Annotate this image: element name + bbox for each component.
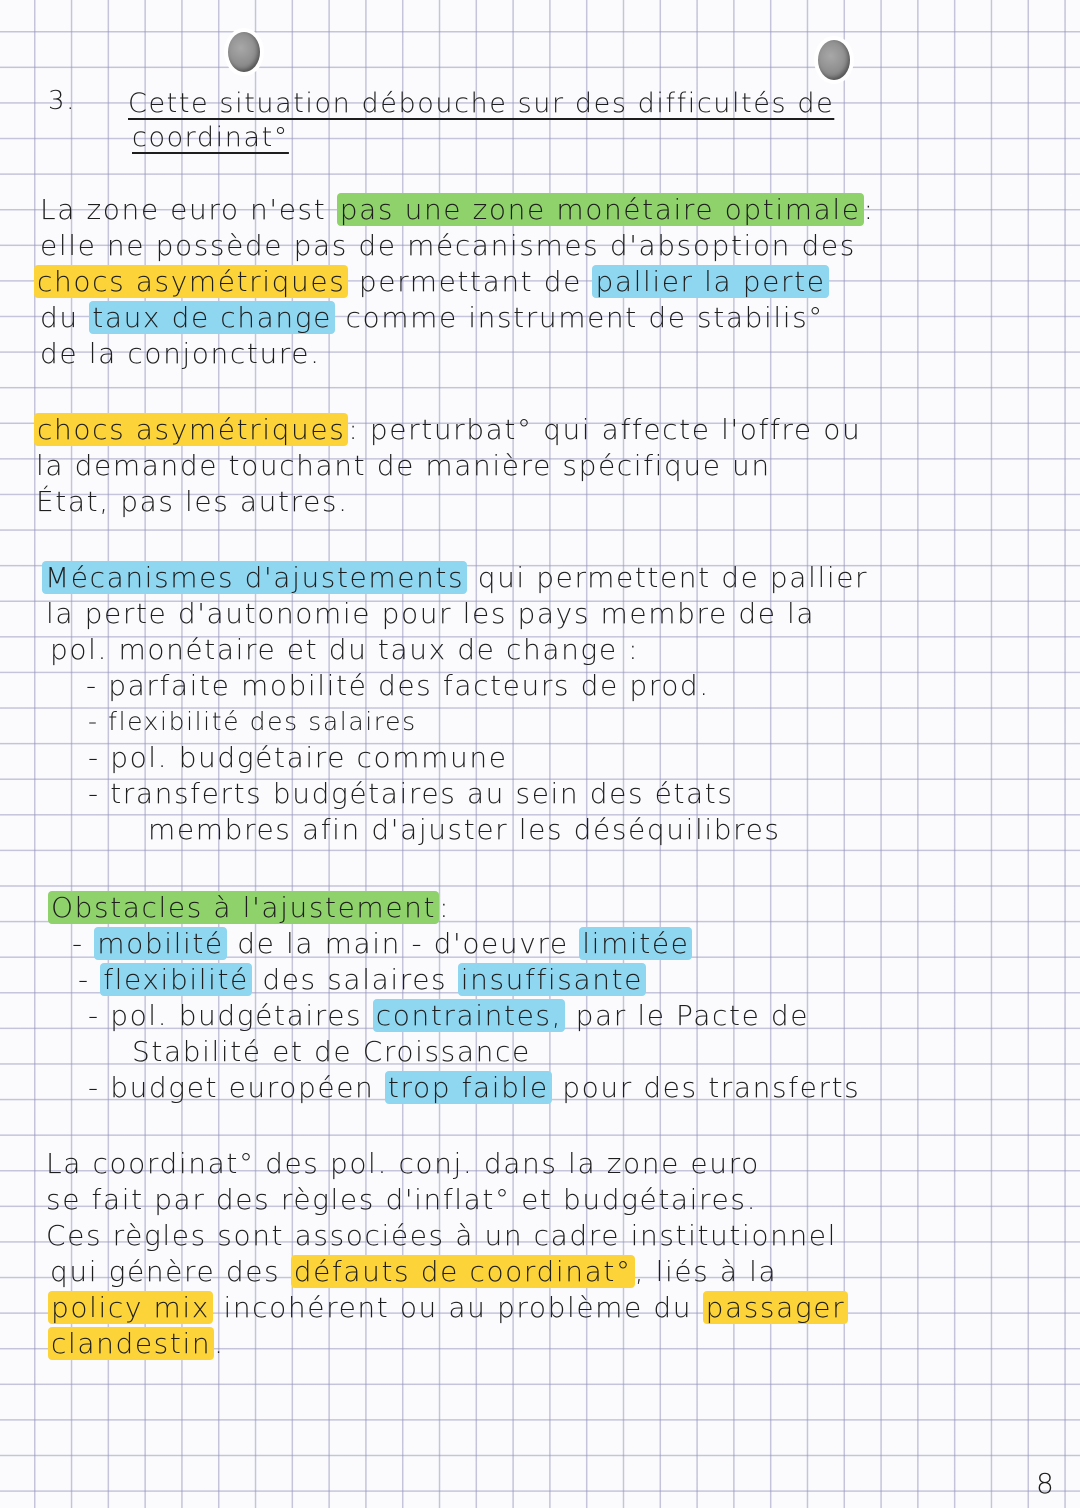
highlight-yellow: passager <box>703 1291 849 1324</box>
section-title-line2: coordinat° <box>132 122 289 153</box>
highlight-yellow: défauts de coordinat° <box>291 1255 635 1288</box>
punch-hole-left <box>228 32 260 72</box>
highlight-blue: taux de change <box>89 301 335 334</box>
mechanisms-item-1: - parfaite mobilité des facteurs de prod. <box>86 669 710 702</box>
definition-line1: chocs asymétriques : perturbat° qui affecte l'offre ou <box>34 412 861 448</box>
definition-line3: État, pas les autres. <box>36 485 349 518</box>
conclusion-line5: policy mix incohérent ou au problème du passager <box>48 1290 848 1326</box>
para1-line3: chocs asymétriques permettant de pallier la perte <box>34 264 829 300</box>
para1-line4: du taux de change comme instrument de stabilis° <box>40 301 824 334</box>
highlight-blue: mobilité <box>94 927 227 960</box>
mechanisms-line2: la perte d'autonomie pour les pays membre de la <box>46 597 816 630</box>
highlight-blue: contraintes, <box>373 999 565 1032</box>
conclusion-line3: Ces règles sont associées à un cadre institutionnel <box>46 1219 837 1252</box>
conclusion-line4: qui génère des défauts de coordinat° , liés à la <box>50 1255 778 1288</box>
highlight-green: Obstacles à l'ajustement <box>48 891 439 924</box>
conclusion-line6: clandestin . <box>48 1326 225 1362</box>
mechanisms-item-3: - pol. budgétaire commune <box>88 741 508 774</box>
highlight-yellow: chocs asymétriques <box>34 265 348 298</box>
mechanisms-item-4: - transferts budgétaires au sein des états <box>88 777 734 810</box>
punch-hole-right <box>818 40 850 80</box>
mechanisms-item-2: - flexibilité des salaires <box>88 707 417 736</box>
page-number: 8 <box>1036 1467 1056 1500</box>
obstacles-item-3: - pol. budgétaires contraintes, par le Pacte de <box>88 999 810 1032</box>
para1-line1: La zone euro n'est pas une zone monétaire optimale : <box>40 193 875 226</box>
highlight-yellow: clandestin <box>48 1327 214 1360</box>
conclusion-line1: La coordinat° des pol. conj. dans la zone euro <box>46 1147 760 1180</box>
highlight-green: pas une zone monétaire optimale <box>337 193 864 226</box>
obstacles-item-3-cont: Stabilité et de Croissance <box>132 1035 531 1068</box>
highlight-blue: flexibilité <box>100 963 252 996</box>
highlight-blue: limitée <box>579 927 692 960</box>
obstacles-heading: Obstacles à l'ajustement : <box>48 890 450 926</box>
para1-line5: de la conjoncture. <box>40 337 321 370</box>
definition-line2: la demande touchant de manière spécifique un <box>36 449 771 482</box>
mechanisms-line3: pol. monétaire et du taux de change : <box>50 633 640 666</box>
highlight-blue: Mécanismes d'ajustements <box>42 561 467 594</box>
highlight-blue: pallier la perte <box>592 265 828 298</box>
section-title-line1: Cette situation débouche sur des difficultés de <box>128 88 835 119</box>
section-number: 3. <box>48 86 77 116</box>
highlight-yellow: policy mix <box>48 1291 213 1324</box>
highlight-yellow: chocs asymétriques <box>34 413 348 446</box>
highlight-blue: trop faible <box>385 1071 552 1104</box>
mechanisms-line1: Mécanismes d'ajustements qui permettent de pallier <box>42 560 868 596</box>
para1-line2: elle ne possède pas de mécanismes d'absoption des <box>40 229 856 262</box>
highlight-blue: insuffisante <box>458 963 646 996</box>
obstacles-item-2: - flexibilité des salaires insuffisante <box>78 962 646 998</box>
mechanisms-item-4-cont: membres afin d'ajuster les déséquilibres <box>148 813 781 846</box>
obstacles-item-1: - mobilité de la main - d'oeuvre limitée <box>72 926 692 962</box>
obstacles-item-4: - budget européen trop faible pour des transferts <box>88 1071 861 1104</box>
conclusion-line2: se fait par des règles d'inflat° et budgétaires. <box>46 1183 758 1216</box>
